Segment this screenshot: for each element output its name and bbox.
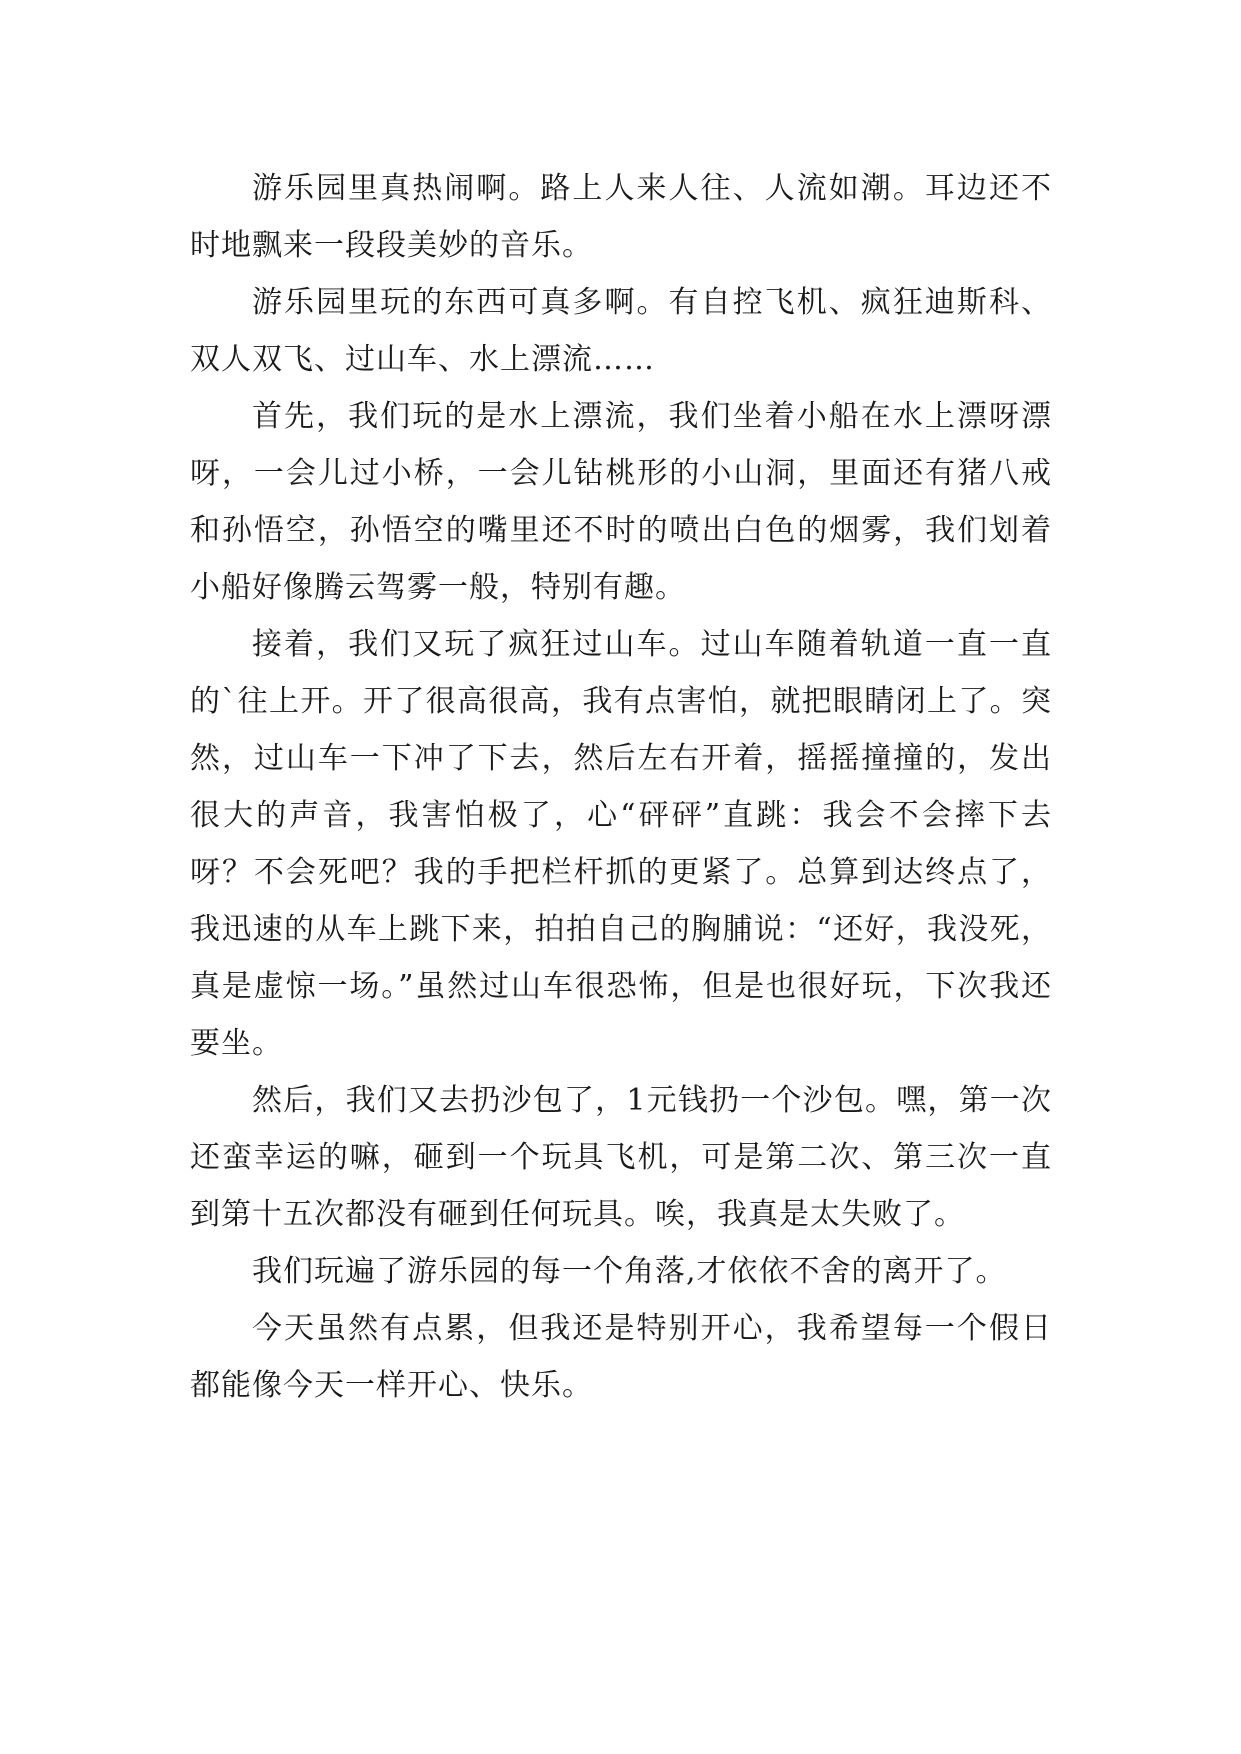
paragraph-sandbag-toss: 然后，我们又去扔沙包了，1元钱扔一个沙包。嘿，第一次还蛮幸运的嘛，砸到一个玩具飞机，可是第二次、第三次一直到第十五次都没有砸到任何玩具。唉，我真是太失败了。 xyxy=(190,1083,1052,1232)
paragraph-intro: 游乐园里真热闹啊。路上人来人往、人流如潮。耳边还不时地飘来一段段美妙的音乐。 xyxy=(190,171,1052,263)
paragraph-attractions: 游乐园里玩的东西可真多啊。有自控飞机、疯狂迪斯科、双人双飞、过山车、水上漂流…… xyxy=(190,285,1052,377)
paragraph-roller-coaster: 接着，我们又玩了疯狂过山车。过山车随着轨道一直一直的`往上开。开了很高很高，我有点害怕，就把眼睛闭上了。突然，过山车一下冲了下去，然后左右开着，摇摇撞撞的，发出很大的声音，我害怕极了，心“砰砰”直跳：我会不会摔下去呀？不会死吧？我的手把栏杆抓的更紧了。总算到达终点了，我迅速的从车上跳下来，拍拍自己的胸脯说：“还好，我没死，真是虚惊一场。”虽然过山车很恐怖，但是也很好玩，下次我还要坐。 xyxy=(190,627,1052,1061)
paragraph-water-rafting: 首先，我们玩的是水上漂流，我们坐着小船在水上漂呀漂呀，一会儿过小桥，一会儿钻桃形的小山洞，里面还有猪八戒和孙悟空，孙悟空的嘴里还不时的喷出白色的烟雾，我们划着小船好像腾云驾雾一般，特别有趣。 xyxy=(190,399,1052,605)
document-body xyxy=(190,160,1052,1414)
paragraph-conclusion: 今天虽然有点累，但我还是特别开心，我希望每一个假日都能像今天一样开心、快乐。 xyxy=(190,1311,1052,1403)
paragraph-leaving: 我们玩遍了游乐园的每一个角落,才依依不舍的离开了。 xyxy=(252,1254,1007,1289)
